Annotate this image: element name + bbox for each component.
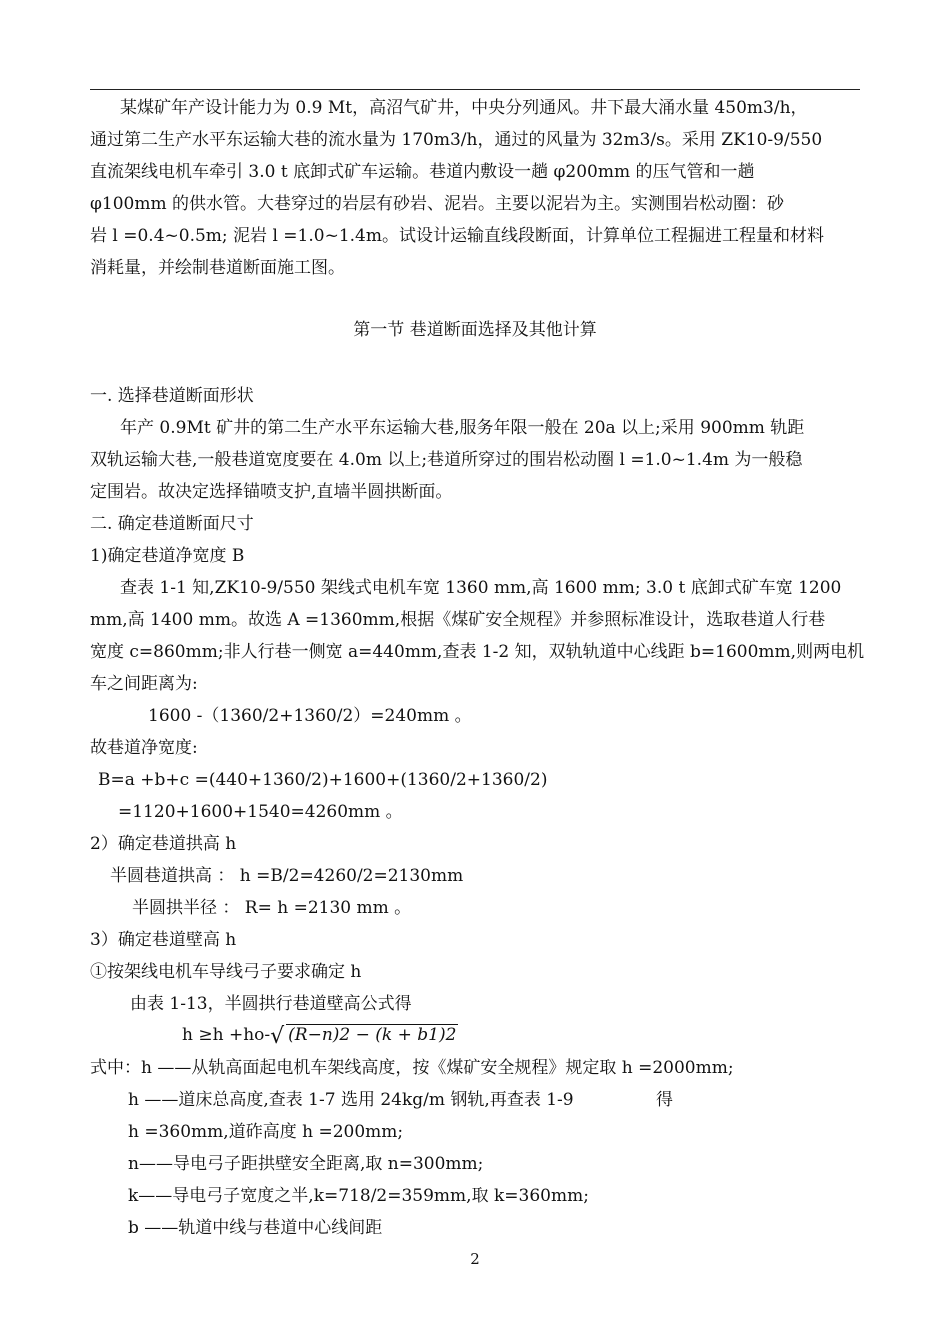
formula-radicand: (R−n)2 − (k + b1)2: [288, 1025, 457, 1045]
equation-b-line-2: =1120+1600+1540=4260mm 。: [118, 802, 403, 822]
intro-line-3: 直流架线电机车牵引 3.0 t 底卸式矿车运输。巷道内敷设一趟 φ200mm 的压气管和一趟: [90, 162, 755, 182]
p1-line-3: 定围岩。故决定选择锚喷支护,直墙半圆拱断面。: [90, 482, 453, 502]
formula-intro: 由表 1-13，半圆拱行巷道壁高公式得: [130, 994, 412, 1014]
heading-wall-height: 3）确定巷道壁高 h: [90, 930, 237, 950]
where-ho-line-1-end: 得: [656, 1090, 673, 1110]
p2-line-4: 车之间距离为:: [90, 674, 198, 694]
intro-line-5: 岩 l =0.4~0.5m; 泥岩 l =1.0~1.4m。试设计运输直线段断面，计算单位工程掘进工程量和材料: [90, 226, 824, 246]
p2-line-1: 查表 1-1 知,ZK10-9/550 架线式电机车宽 1360 mm,高 1600 mm; 3.0 t 底卸式矿车宽 1200: [120, 578, 842, 598]
where-ho-line-2: h =360mm,道砟高度 h =200mm;: [128, 1122, 404, 1142]
section-title: 第一节 巷道断面选择及其他计算: [353, 320, 597, 340]
wall-height-formula: [182, 1024, 458, 1047]
header-rule: [90, 89, 860, 90]
where-k: k——导电弓子宽度之半,k=718/2=359mm,取 k=360mm;: [128, 1186, 589, 1206]
arch-height-line: 半圆巷道拱高 ： h =B/2=4260/2=2130mm: [110, 866, 464, 886]
width-label: 故巷道净宽度:: [90, 738, 198, 758]
p2-line-3: 宽度 c=860mm;非人行巷一侧宽 a=440mm,查表 1-2 知，双轨轨道中心线距 b=1600mm,则两电机: [90, 642, 865, 662]
arch-radius-line: 半圆拱半径 ： R= h =2130 mm 。: [132, 898, 412, 918]
item-wire-requirement: ①按架线电机车导线弓子要求确定 h: [90, 962, 362, 982]
p1-line-2: 双轨运输大巷,一般巷道宽度要在 4.0m 以上;巷道所穿过的围岩松动圈 l =1.0~1.4m 为一般稳: [90, 450, 803, 470]
p1-line-1: 年产 0.9Mt 矿井的第二生产水平东运输大巷,服务年限一般在 20a 以上;采用 900mm 轨距: [120, 418, 805, 438]
intro-line-1: 某煤矿年产设计能力为 0.9 Mt，高沼气矿井，中央分列通风。井下最大涌水量 450m3/h，: [120, 98, 808, 118]
p2-line-2: mm,高 1400 mm。故选 A =1360mm,根据《煤矿安全规程》并参照标准设计，选取巷道人行巷: [90, 610, 826, 630]
where-h4: 式中：h ——从轨高面起电机车架线高度，按《煤矿安全规程》规定取 h =2000mm;: [90, 1058, 734, 1078]
equation-b-line-1: B=a +b+c =(440+1360/2)+1600+(1360/2+1360/2): [98, 770, 548, 790]
page-number: 2: [470, 1250, 480, 1268]
where-n: n——导电弓子距拱壁安全距离,取 n=300mm;: [128, 1154, 484, 1174]
intro-line-6: 消耗量，并绘制巷道断面施工图。: [90, 258, 345, 278]
where-b1: b ——轨道中线与巷道中心线间距: [128, 1218, 383, 1238]
formula-lhs: h ≥h +ho-: [182, 1025, 271, 1045]
heading-width: 1)确定巷道净宽度 B: [90, 546, 245, 566]
sqrt-symbol: √: [270, 1024, 285, 1049]
heading-shape: 一. 选择巷道断面形状: [90, 386, 254, 406]
where-ho-line-1: h ——道床总高度,查表 1-7 选用 24kg/m 钢轨,再查表 1-9: [128, 1090, 574, 1110]
intro-line-2: 通过第二生产水平东运输大巷的流水量为 170m3/h，通过的风量为 32m3/s。采用 ZK10-9/550: [90, 130, 823, 150]
calc-distance: 1600 -（1360/2+1360/2）=240mm 。: [148, 706, 472, 726]
heading-dimensions: 二. 确定巷道断面尺寸: [90, 514, 254, 534]
intro-line-4: φ100mm 的供水管。大巷穿过的岩层有砂岩、泥岩。主要以泥岩为主。实测围岩松动圈：砂: [90, 194, 784, 214]
heading-arch-height: 2）确定巷道拱高 h: [90, 834, 237, 854]
